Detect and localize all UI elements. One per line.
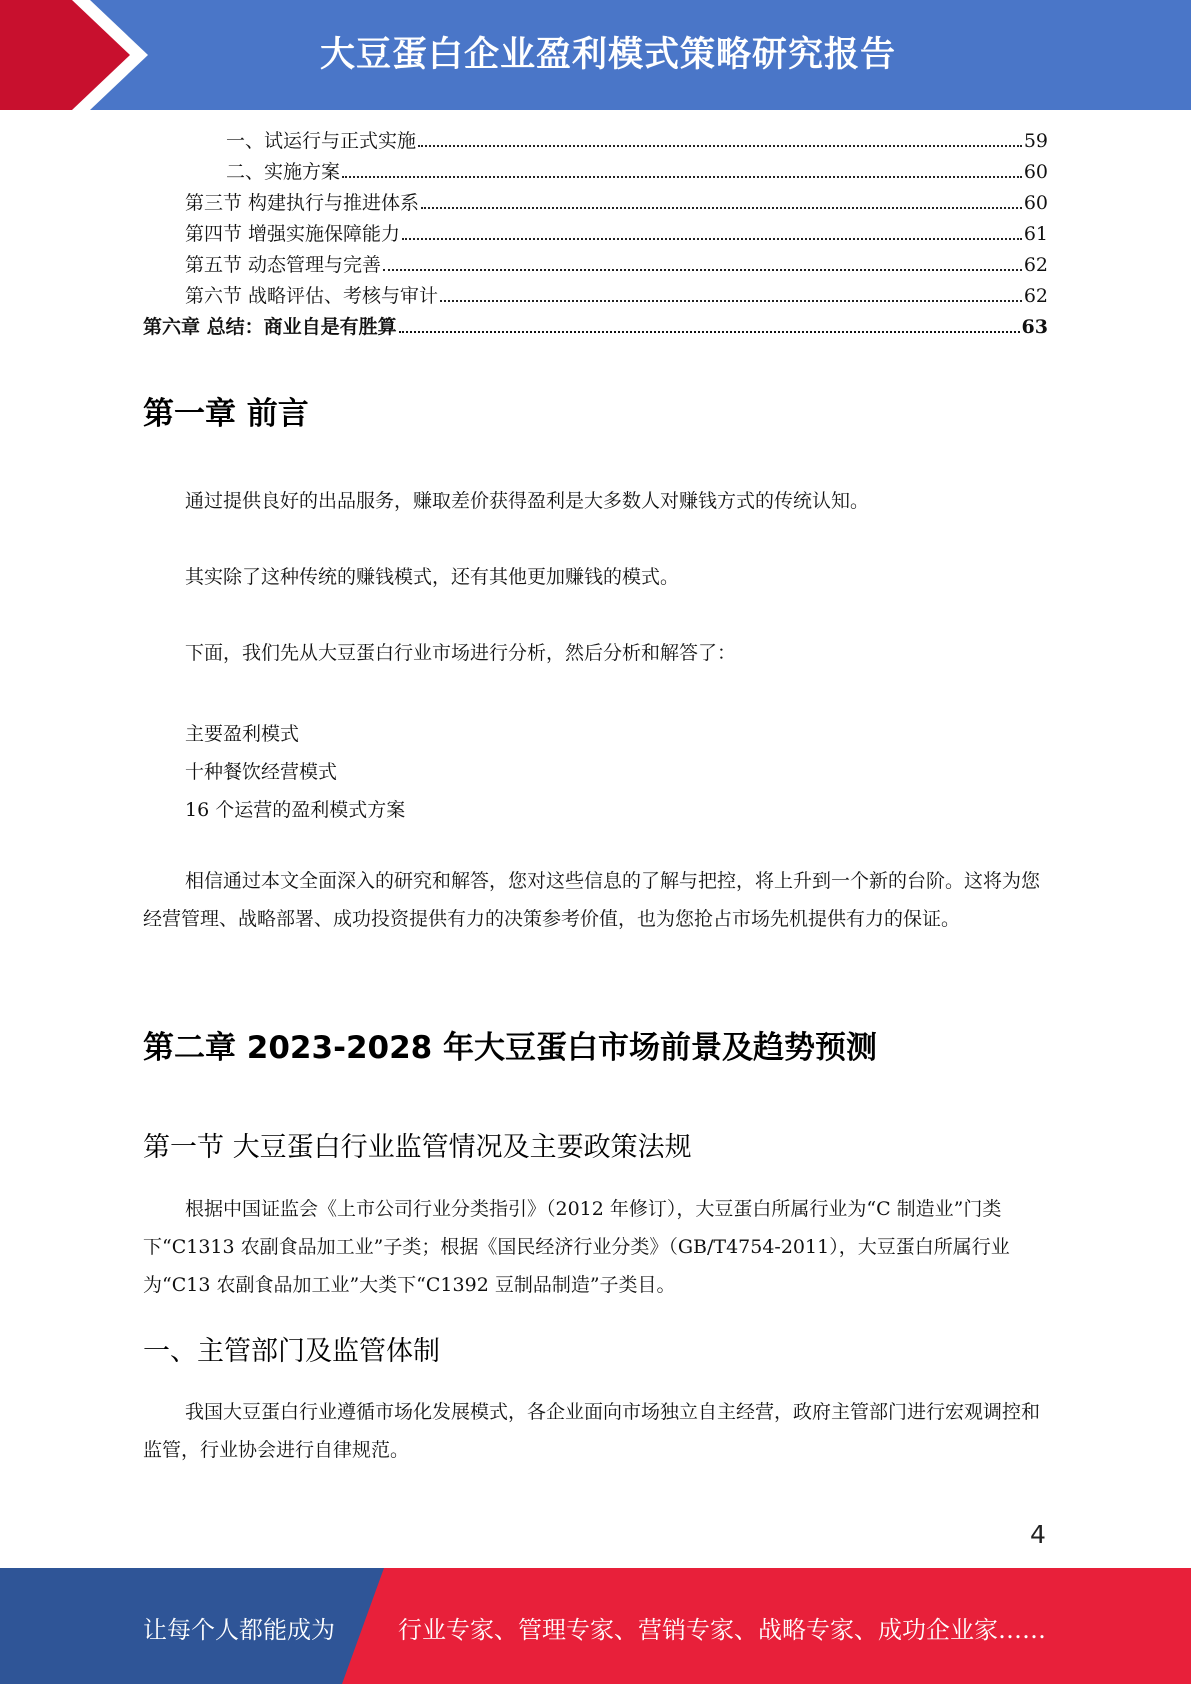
- toc-item-page: 63: [1021, 316, 1048, 338]
- list-item: 主要盈利模式: [185, 723, 300, 745]
- toc-item[interactable]: [185, 252, 1048, 278]
- toc-leader-dots: [402, 238, 1022, 240]
- toc-item-page: 59: [1023, 130, 1048, 152]
- toc-item-page: 62: [1023, 254, 1048, 276]
- chapter-heading: 第一章 前言: [143, 396, 309, 432]
- toc-item-label: 二、实施方案: [226, 161, 341, 183]
- toc-item[interactable]: [185, 221, 1048, 247]
- paragraph: 通过提供良好的出品服务，赚取差价获得盈利是大多数人对赚钱方式的传统认知。: [185, 490, 870, 512]
- toc-item-label: 第六节 战略评估、考核与审计: [185, 285, 439, 307]
- toc-item-page: 62: [1023, 285, 1048, 307]
- paragraph: 其实除了这种传统的赚钱模式，还有其他更加赚钱的模式。: [185, 566, 680, 588]
- subsection-heading: 一、主管部门及监管体制: [143, 1336, 440, 1367]
- toc-leader-dots: [440, 300, 1022, 302]
- toc-leader-dots: [418, 145, 1022, 147]
- paragraph: 下面，我们先从大豆蛋白行业市场进行分析，然后分析和解答了：: [185, 642, 737, 664]
- page-footer: [0, 1568, 1191, 1684]
- toc-item-page: 61: [1023, 223, 1048, 245]
- toc-leader-dots: [399, 331, 1020, 333]
- list-item: 十种餐饮经营模式: [185, 761, 338, 783]
- paragraph: 根据中国证监会《上市公司行业分类指引》（2012 年修订），大豆蛋白所属行业为“C 制造业”门类下“C1313 农副食品加工业”子类；根据《国民经济行业分类》（GB/T4754-2011），大豆蛋白所属行业为“C13 农副食品加工业”大类下“C1392 豆制品制造”子类目。: [143, 1198, 1010, 1296]
- page-number: 4: [1030, 1520, 1046, 1549]
- page-header: [0, 0, 1191, 110]
- section-heading: 第一节 大豆蛋白行业监管情况及主要政策法规: [143, 1132, 692, 1163]
- footer-slogan-left: 让每个人都能成为: [143, 1616, 335, 1644]
- toc-item-label: 第三节 构建执行与推进体系: [185, 192, 420, 214]
- toc-leader-dots: [421, 207, 1022, 209]
- paragraph: 我国大豆蛋白行业遵循市场化发展模式，各企业面向市场独立自主经营，政府主管部门进行宏观调控和监管，行业协会进行自律规范。: [143, 1401, 1041, 1461]
- toc-item-page: 60: [1023, 161, 1048, 183]
- toc-item[interactable]: [143, 314, 1048, 340]
- toc-item-label: 第五节 动态管理与完善: [185, 254, 382, 276]
- toc-leader-dots: [383, 269, 1022, 271]
- toc-item-label: 第六章 总结：商业自是有胜算: [143, 316, 397, 338]
- toc-item[interactable]: [185, 283, 1048, 309]
- toc-item[interactable]: [226, 128, 1048, 154]
- list-item: 16 个运营的盈利模式方案: [185, 799, 406, 821]
- toc-item-label: 第四节 增强实施保障能力: [185, 223, 401, 245]
- toc-item-page: 60: [1023, 192, 1048, 214]
- toc-leader-dots: [342, 176, 1022, 178]
- toc-item-label: 一、试运行与正式实施: [226, 130, 417, 152]
- footer-slogan-right: 行业专家、管理专家、营销专家、战略专家、成功企业家……: [398, 1616, 1046, 1644]
- toc-item[interactable]: [226, 159, 1048, 185]
- toc-item[interactable]: [185, 190, 1048, 216]
- paragraph: 相信通过本文全面深入的研究和解答，您对这些信息的了解与把控，将上升到一个新的台阶。这将为您经营管理、战略部署、成功投资提供有力的决策参考价值，也为您抢占市场先机提供有力的保证。: [143, 870, 1041, 930]
- chapter-heading: 第二章 2023-2028 年大豆蛋白市场前景及趋势预测: [143, 1030, 878, 1066]
- report-title: 大豆蛋白企业盈利模式策略研究报告: [320, 35, 897, 75]
